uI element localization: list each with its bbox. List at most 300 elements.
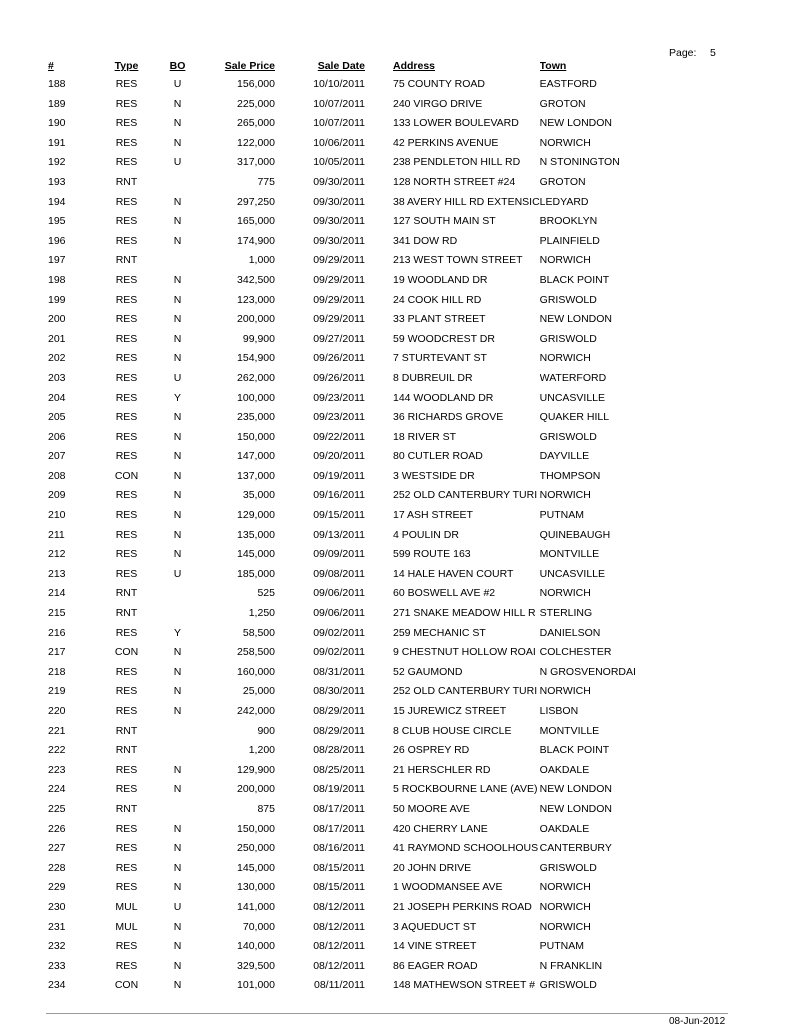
table-row xyxy=(40,545,640,565)
cell-sale-price: 129,900 xyxy=(237,763,275,776)
cell-type: RES xyxy=(115,78,138,90)
cell-type: RES xyxy=(115,215,138,228)
cell-type: RES xyxy=(115,489,138,502)
cell-type: RES xyxy=(115,822,138,835)
cell-number: 209 xyxy=(48,489,66,502)
cell-address: 60 BOSWELL AVE #2 xyxy=(393,587,496,600)
cell-town: MONTVILLE xyxy=(539,548,600,561)
cell-sale-date: 08/31/2011 xyxy=(313,665,365,678)
cell-sale-date: 10/06/2011 xyxy=(313,136,365,149)
cell-town: COLCHESTER xyxy=(539,646,612,659)
cell-sale-date: 09/23/2011 xyxy=(313,391,365,404)
cell-type: RES xyxy=(115,156,138,169)
cell-type: RES xyxy=(115,411,138,424)
cell-address: 20 JOHN DRIVE xyxy=(393,861,472,874)
cell-sale-price: 185,000 xyxy=(237,567,275,580)
cell-sale-price: 200,000 xyxy=(237,783,275,796)
cell-gap xyxy=(365,153,393,173)
cell-town: OAKDALE xyxy=(539,822,590,835)
cell-sale-date: 08/12/2011 xyxy=(313,940,365,953)
cell-sale-date: 08/12/2011 xyxy=(313,959,365,972)
cell-sale-price: 1,000 xyxy=(248,254,275,267)
cell-number: 213 xyxy=(48,567,66,580)
cell-gap xyxy=(365,604,393,624)
cell-sale-date: 08/17/2011 xyxy=(313,822,365,835)
cell-sale-price: 525 xyxy=(257,587,275,600)
cell-sale-date: 09/30/2011 xyxy=(313,215,365,228)
cell-address: 213 WEST TOWN STREET xyxy=(393,254,523,267)
table-row xyxy=(40,173,640,193)
table-row xyxy=(40,134,640,154)
cell-gap xyxy=(365,526,393,546)
cell-gap xyxy=(365,212,393,232)
cell-sale-date: 09/30/2011 xyxy=(313,234,365,247)
cell-address: 59 WOODCREST DR xyxy=(393,332,495,345)
cell-gap xyxy=(365,878,393,898)
cell-address: 33 PLANT STREET xyxy=(393,313,486,326)
cell-number: 230 xyxy=(48,900,66,913)
cell-type: RES xyxy=(115,861,138,874)
cell-type: RES xyxy=(115,313,138,326)
cell-bo xyxy=(160,173,195,193)
cell-type: MUL xyxy=(115,920,138,933)
table-row xyxy=(40,937,640,957)
cell-sale-price: 25,000 xyxy=(242,685,275,698)
cell-bo: N xyxy=(173,763,182,776)
cell-number: 196 xyxy=(48,234,66,247)
cell-number: 194 xyxy=(48,195,66,208)
cell-bo: Y xyxy=(173,391,181,404)
cell-town: LEDYARD xyxy=(539,195,589,208)
cell-bo: Y xyxy=(173,626,181,639)
cell-town: QUINEBAUGH xyxy=(539,528,611,541)
cell-bo: N xyxy=(173,959,182,972)
cell-bo xyxy=(160,604,195,624)
cell-sale-date: 09/06/2011 xyxy=(313,587,365,600)
cell-address: 144 WOODLAND DR xyxy=(393,391,494,404)
cell-address: 252 OLD CANTERBURY TURI xyxy=(393,685,538,698)
cell-sale-price: 235,000 xyxy=(237,411,275,424)
cell-sale-price: 900 xyxy=(257,724,275,737)
cell-number: 233 xyxy=(48,959,66,972)
cell-address: 19 WOODLAND DR xyxy=(393,273,488,286)
cell-type: RES xyxy=(115,97,138,110)
cell-address: 8 DUBREUIL DR xyxy=(393,371,473,384)
cell-town: NORWICH xyxy=(539,254,591,267)
cell-sale-price: 265,000 xyxy=(237,117,275,130)
cell-town: NEW LONDON xyxy=(539,783,613,796)
table-row xyxy=(40,584,640,604)
cell-type: CON xyxy=(114,469,139,482)
cell-bo: N xyxy=(173,940,182,953)
cell-sale-price: 35,000 xyxy=(242,489,275,502)
cell-bo: N xyxy=(173,215,182,228)
sales-table xyxy=(40,58,640,996)
cell-bo: N xyxy=(173,352,182,365)
table-row xyxy=(40,467,640,487)
cell-sale-date: 09/19/2011 xyxy=(313,469,365,482)
cell-sale-price: 122,000 xyxy=(237,136,275,149)
cell-bo: N xyxy=(173,685,182,698)
cell-address: 1 WOODMANSEE AVE xyxy=(393,881,503,894)
cell-sale-price: 258,500 xyxy=(237,646,275,659)
cell-address: 128 NORTH STREET #24 xyxy=(393,175,516,188)
cell-type: RNT xyxy=(115,607,138,620)
cell-type: RES xyxy=(115,881,138,894)
cell-type: RES xyxy=(115,783,138,796)
cell-number: 208 xyxy=(48,469,66,482)
cell-town: PUTNAM xyxy=(539,940,585,953)
cell-town: NORWICH xyxy=(539,900,591,913)
cell-bo xyxy=(160,584,195,604)
cell-sale-price: 145,000 xyxy=(237,861,275,874)
cell-town: PLAINFIELD xyxy=(539,234,600,247)
cell-gap xyxy=(365,330,393,350)
cell-number: 189 xyxy=(48,97,66,110)
cell-sale-date: 08/17/2011 xyxy=(313,802,365,815)
cell-number: 188 xyxy=(48,78,66,90)
cell-address: 42 PERKINS AVENUE xyxy=(393,136,499,149)
cell-sale-price: 70,000 xyxy=(242,920,275,933)
cell-number: 226 xyxy=(48,822,66,835)
cell-address: 24 COOK HILL RD xyxy=(393,293,482,306)
cell-sale-date: 09/29/2011 xyxy=(313,313,365,326)
table-row xyxy=(40,722,640,742)
cell-town: GRISWOLD xyxy=(539,861,597,874)
cell-sale-price: 297,250 xyxy=(237,195,275,208)
cell-gap xyxy=(365,584,393,604)
cell-number: 198 xyxy=(48,273,66,286)
cell-type: RES xyxy=(115,450,138,463)
cell-address: 80 CUTLER ROAD xyxy=(393,450,483,463)
cell-sale-date: 09/30/2011 xyxy=(313,195,365,208)
table-row xyxy=(40,780,640,800)
cell-address: 38 AVERY HILL RD EXTENSIC xyxy=(393,195,540,208)
cell-type: CON xyxy=(114,646,139,659)
cell-address: 341 DOW RD xyxy=(393,234,458,247)
cell-town: NEW LONDON xyxy=(539,802,613,815)
footer-date: 08-Jun-2012 xyxy=(669,1016,726,1027)
cell-address: 148 MATHEWSON STREET # xyxy=(393,979,535,992)
cell-address: 14 VINE STREET xyxy=(393,940,477,953)
table-row xyxy=(40,976,640,996)
cell-town: NORWICH xyxy=(539,881,591,894)
cell-sale-date: 09/27/2011 xyxy=(313,332,365,345)
cell-number: 192 xyxy=(48,156,66,169)
cell-type: RES xyxy=(115,293,138,306)
cell-sale-date: 09/29/2011 xyxy=(313,293,365,306)
cell-gap xyxy=(365,800,393,820)
cell-sale-price: 165,000 xyxy=(237,215,275,228)
cell-address: 26 OSPREY RD xyxy=(393,744,470,757)
cell-type: RES xyxy=(115,705,138,717)
cell-type: RES xyxy=(115,332,138,345)
cell-bo: N xyxy=(173,979,182,992)
cell-bo: N xyxy=(173,234,182,247)
cell-sale-price: 147,000 xyxy=(237,450,275,463)
cell-town: STERLING xyxy=(539,607,593,620)
cell-address: 238 PENDLETON HILL RD xyxy=(393,156,521,169)
cell-sale-date: 08/29/2011 xyxy=(313,705,365,717)
cell-sale-price: 250,000 xyxy=(237,842,275,855)
cell-address: 21 HERSCHLER RD xyxy=(393,763,491,776)
table-row xyxy=(40,741,640,761)
table-row xyxy=(40,153,640,173)
cell-number: 210 xyxy=(48,509,66,522)
cell-bo xyxy=(160,800,195,820)
cell-bo: U xyxy=(173,156,182,169)
cell-sale-date: 09/26/2011 xyxy=(313,371,365,384)
cell-gap xyxy=(365,486,393,506)
cell-sale-date: 08/11/2011 xyxy=(314,979,365,992)
cell-town: BLACK POINT xyxy=(539,273,610,286)
cell-number: 219 xyxy=(48,685,66,698)
cell-gap xyxy=(365,702,393,722)
cell-number: 225 xyxy=(48,802,66,815)
cell-type: RES xyxy=(115,371,138,384)
cell-sale-date: 08/16/2011 xyxy=(313,842,365,855)
cell-number: 228 xyxy=(48,861,66,874)
table-row xyxy=(40,800,640,820)
cell-type: RES xyxy=(115,430,138,443)
cell-bo: N xyxy=(173,273,182,286)
cell-type: RNT xyxy=(115,744,138,757)
cell-type: RNT xyxy=(115,587,138,600)
cell-address: 420 CHERRY LANE xyxy=(393,822,488,835)
cell-address: 9 CHESTNUT HOLLOW ROAI xyxy=(393,646,536,659)
cell-gap xyxy=(365,75,393,95)
cell-gap xyxy=(365,820,393,840)
table-row xyxy=(40,75,640,95)
cell-type: RES xyxy=(115,842,138,855)
table-row xyxy=(40,310,640,330)
cell-bo: N xyxy=(173,469,182,482)
cell-type: RNT xyxy=(115,802,138,815)
table-row xyxy=(40,389,640,409)
cell-sale-date: 09/02/2011 xyxy=(313,626,365,639)
column-header-sale-date: Sale Date xyxy=(317,60,365,72)
cell-number: 212 xyxy=(48,548,66,561)
cell-type: RNT xyxy=(115,254,138,267)
page-number: 5 xyxy=(710,47,716,59)
cell-town: BROOKLYN xyxy=(539,215,598,228)
cell-bo: N xyxy=(173,646,182,659)
table-row xyxy=(40,408,640,428)
cell-gap xyxy=(365,506,393,526)
cell-address: 18 RIVER ST xyxy=(393,430,457,443)
cell-number: 204 xyxy=(48,391,66,404)
cell-number: 203 xyxy=(48,371,66,384)
cell-type: RES xyxy=(115,567,138,580)
cell-bo: U xyxy=(173,900,182,913)
cell-town: GROTON xyxy=(539,175,586,188)
cell-bo: N xyxy=(173,450,182,463)
cell-gap xyxy=(365,937,393,957)
cell-town: GRISWOLD xyxy=(539,332,597,345)
cell-sale-price: 200,000 xyxy=(237,313,275,326)
cell-address: 41 RAYMOND SCHOOLHOUS xyxy=(393,842,539,855)
cell-sale-price: 100,000 xyxy=(237,391,275,404)
cell-type: RES xyxy=(115,626,138,639)
cell-gap xyxy=(365,232,393,252)
cell-type: RNT xyxy=(115,175,138,188)
cell-sale-price: 150,000 xyxy=(237,822,275,835)
cell-gap xyxy=(365,976,393,996)
cell-sale-price: 150,000 xyxy=(237,430,275,443)
column-header-bo: BO xyxy=(169,60,186,72)
cell-bo: N xyxy=(173,665,182,678)
cell-sale-date: 09/20/2011 xyxy=(313,450,365,463)
table-body xyxy=(40,75,640,996)
table-row xyxy=(40,193,640,213)
cell-address: 7 STURTEVANT ST xyxy=(393,352,487,365)
cell-bo xyxy=(160,251,195,271)
cell-sale-date: 09/23/2011 xyxy=(313,411,365,424)
cell-type: RES xyxy=(115,195,138,208)
cell-sale-price: 58,500 xyxy=(242,626,275,639)
column-header-address: Address xyxy=(393,60,436,72)
cell-type: RES xyxy=(115,352,138,365)
column-header-town: Town xyxy=(539,60,567,72)
table-row xyxy=(40,506,640,526)
cell-bo: N xyxy=(173,920,182,933)
cell-sale-price: 130,000 xyxy=(237,881,275,894)
cell-town: CANTERBURY xyxy=(539,842,612,855)
cell-bo: N xyxy=(173,489,182,502)
cell-number: 234 xyxy=(48,979,66,992)
cell-bo: N xyxy=(173,842,182,855)
cell-sale-price: 145,000 xyxy=(237,548,275,561)
cell-gap xyxy=(365,428,393,448)
cell-number: 220 xyxy=(48,705,66,717)
cell-bo: N xyxy=(173,783,182,796)
cell-town: NORWICH xyxy=(539,136,591,149)
table-row xyxy=(40,643,640,663)
cell-number: 200 xyxy=(48,313,66,326)
cell-bo xyxy=(160,722,195,742)
cell-type: CON xyxy=(114,979,139,992)
cell-number: 224 xyxy=(48,783,66,796)
cell-gap xyxy=(365,624,393,644)
cell-address: 133 LOWER BOULEVARD xyxy=(393,117,519,130)
cell-gap xyxy=(365,663,393,683)
table-row xyxy=(40,251,640,271)
table-row xyxy=(40,271,640,291)
cell-type: RES xyxy=(115,234,138,247)
cell-bo: N xyxy=(173,195,182,208)
table-row xyxy=(40,859,640,879)
cell-sale-date: 10/10/2011 xyxy=(313,78,365,90)
cell-gap xyxy=(365,722,393,742)
cell-bo: U xyxy=(173,567,182,580)
cell-town: MONTVILLE xyxy=(539,724,600,737)
cell-bo: N xyxy=(173,881,182,894)
cell-gap xyxy=(365,957,393,977)
cell-type: RES xyxy=(115,136,138,149)
cell-address: 240 VIRGO DRIVE xyxy=(393,97,483,110)
cell-gap xyxy=(365,918,393,938)
table-row xyxy=(40,349,640,369)
table-row xyxy=(40,604,640,624)
cell-type: RES xyxy=(115,509,138,522)
cell-number: 223 xyxy=(48,763,66,776)
cell-sale-date: 09/09/2011 xyxy=(313,548,365,561)
cell-gap xyxy=(365,114,393,134)
cell-bo: U xyxy=(173,78,182,90)
cell-type: RES xyxy=(115,665,138,678)
cell-town: PUTNAM xyxy=(539,509,585,522)
cell-bo: U xyxy=(173,371,182,384)
cell-number: 195 xyxy=(48,215,66,228)
cell-gap xyxy=(365,271,393,291)
table-row xyxy=(40,878,640,898)
cell-gap xyxy=(365,898,393,918)
cell-gap xyxy=(365,839,393,859)
cell-address: 599 ROUTE 163 xyxy=(393,548,471,561)
cell-gap xyxy=(365,447,393,467)
cell-sale-price: 174,900 xyxy=(237,234,275,247)
cell-type: RES xyxy=(115,959,138,972)
cell-bo: N xyxy=(173,528,182,541)
column-header-type: Type xyxy=(114,60,139,72)
cell-bo: N xyxy=(173,411,182,424)
cell-town: NORWICH xyxy=(539,352,591,365)
table-row xyxy=(40,428,640,448)
cell-gap xyxy=(365,310,393,330)
cell-sale-price: 225,000 xyxy=(237,97,275,110)
cell-bo: N xyxy=(173,861,182,874)
cell-bo: N xyxy=(173,293,182,306)
cell-sale-price: 99,900 xyxy=(242,332,275,345)
cell-sale-date: 08/30/2011 xyxy=(313,685,365,698)
cell-bo: N xyxy=(173,332,182,345)
cell-type: RES xyxy=(115,528,138,541)
cell-number: 216 xyxy=(48,626,66,639)
table-row xyxy=(40,820,640,840)
cell-number: 215 xyxy=(48,607,66,620)
cell-number: 217 xyxy=(48,646,66,659)
cell-town: N STONINGTON xyxy=(539,156,620,169)
cell-town: DAYVILLE xyxy=(539,450,590,463)
cell-sale-price: 141,000 xyxy=(237,900,275,913)
cell-address: 52 GAUMOND xyxy=(393,665,463,678)
cell-sale-price: 129,000 xyxy=(237,509,275,522)
cell-sale-date: 08/28/2011 xyxy=(313,744,365,757)
cell-number: 193 xyxy=(48,175,66,188)
cell-gap xyxy=(365,389,393,409)
cell-sale-date: 10/07/2011 xyxy=(313,97,365,110)
cell-address: 75 COUNTY ROAD xyxy=(393,78,485,90)
cell-town: NEW LONDON xyxy=(539,313,613,326)
table-row xyxy=(40,663,640,683)
cell-gap xyxy=(365,545,393,565)
cell-number: 227 xyxy=(48,842,66,855)
cell-address: 21 JOSEPH PERKINS ROAD xyxy=(393,900,532,913)
cell-gap xyxy=(365,467,393,487)
cell-sale-price: 140,000 xyxy=(237,940,275,953)
cell-gap xyxy=(365,193,393,213)
cell-town: OAKDALE xyxy=(539,763,590,776)
cell-town: UNCASVILLE xyxy=(539,391,606,404)
table-row xyxy=(40,565,640,585)
cell-number: 191 xyxy=(48,136,66,149)
table-row xyxy=(40,898,640,918)
cell-sale-date: 10/07/2011 xyxy=(313,117,365,130)
cell-bo: N xyxy=(173,136,182,149)
cell-town: GRISWOLD xyxy=(539,430,597,443)
cell-address: 4 POULIN DR xyxy=(393,528,459,541)
cell-sale-price: 160,000 xyxy=(237,665,275,678)
